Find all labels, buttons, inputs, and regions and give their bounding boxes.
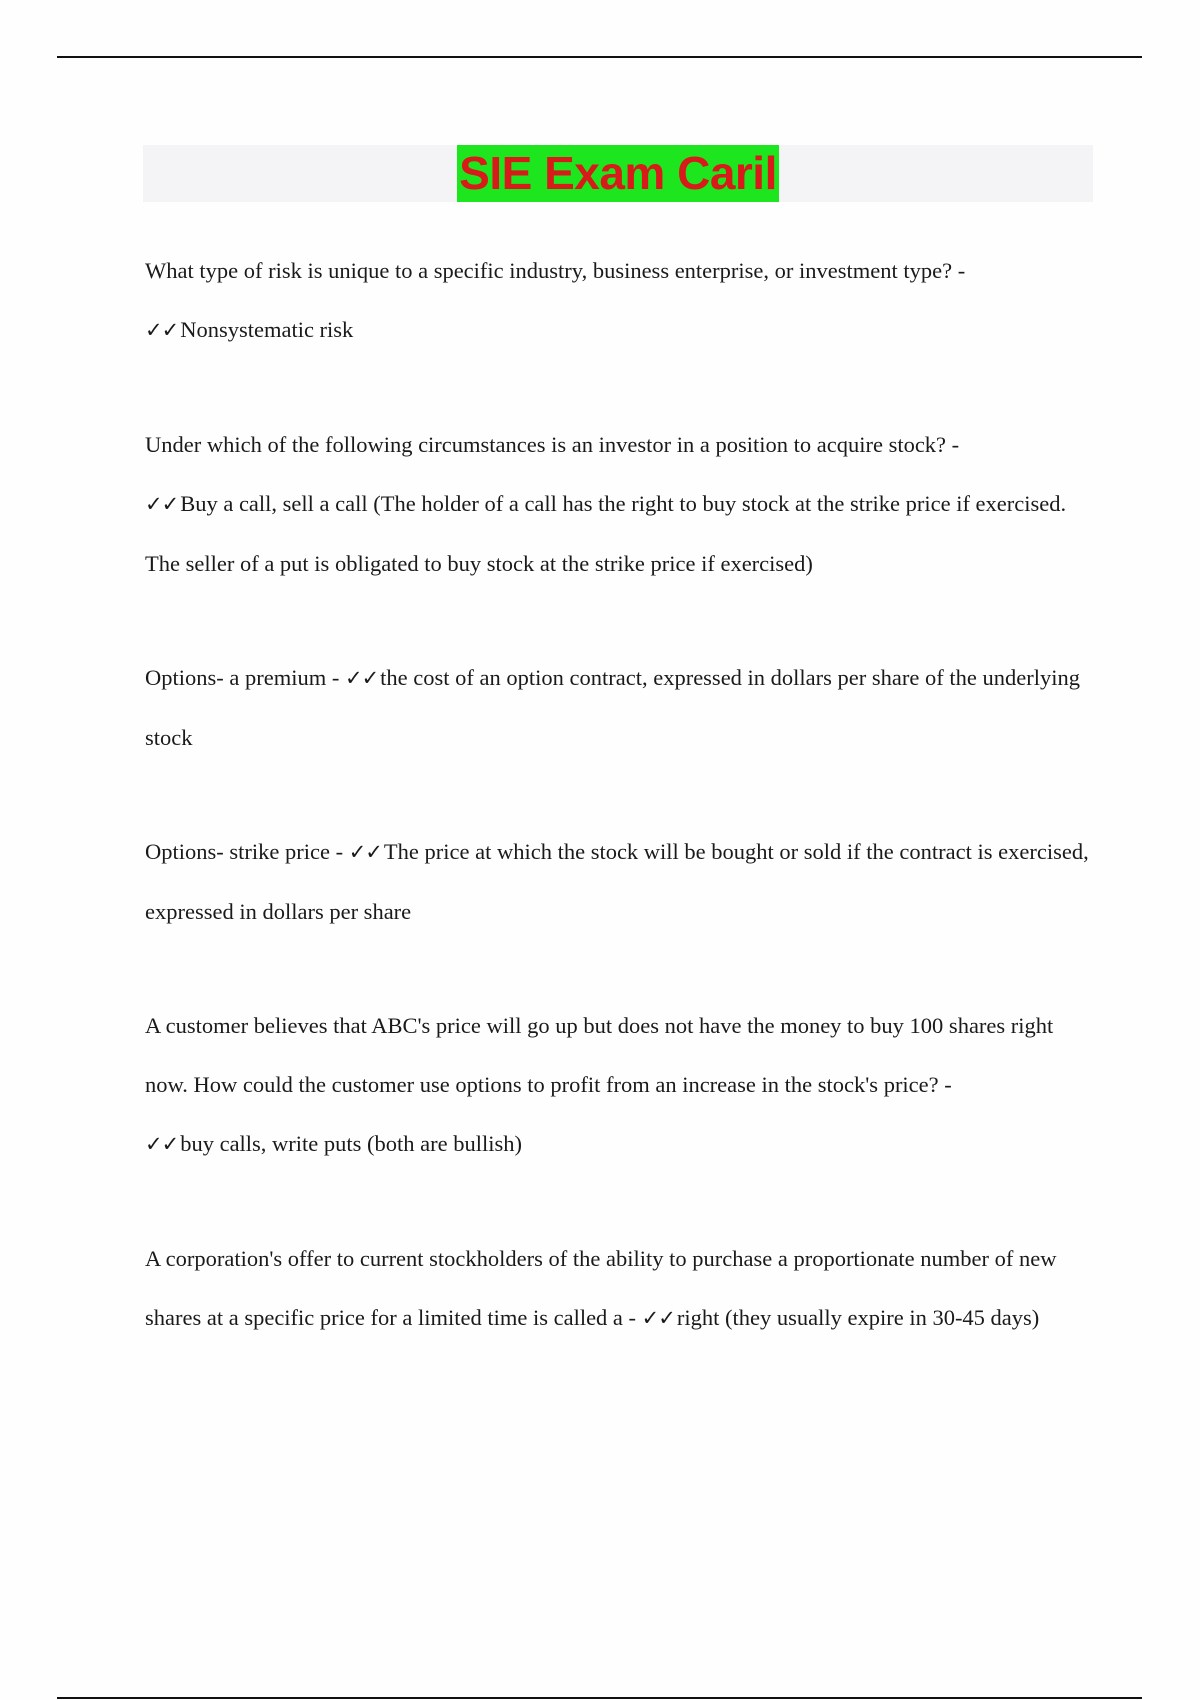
question-text: Options- strike price - (145, 839, 344, 864)
answer-text: right (they usually expire in 30-45 days) (676, 1305, 1040, 1330)
answer-text: Nonsystematic risk (180, 317, 354, 342)
question-text: A customer believes that ABC's price will go up but does not have the money to buy 100 shares right now. How could the customer use options to profit from an increase in the stock's price? - (145, 1013, 1054, 1097)
question-text: What type of risk is unique to a specific industry, business enterprise, or investment type? - (145, 258, 966, 283)
qa-item (145, 648, 1095, 767)
double-check-icon: ✓✓ (344, 666, 379, 690)
answer-text: the cost of an option contract, expressed in dollars per share of the underlying stock (145, 665, 1080, 750)
top-rule (57, 56, 1142, 58)
question-text: A corporation's offer to current stockholders of the ability to purchase a proportionate number of new shares at a specific price for a limited time is called a - (145, 1246, 1057, 1330)
double-check-icon: ✓✓ (145, 318, 179, 342)
question-text: Under which of the following circumstances is an investor in a position to acquire stock? - (145, 432, 960, 457)
question-text: Options- a premium - (145, 665, 340, 690)
double-check-icon: ✓✓ (145, 492, 179, 516)
qa-item (145, 822, 1095, 941)
double-check-icon: ✓✓ (145, 1132, 179, 1156)
qa-item (145, 1229, 1095, 1348)
qa-item (145, 996, 1095, 1174)
bottom-rule (57, 1697, 1142, 1699)
answer-text: Buy a call, sell a call (The holder of a call has the right to buy stock at the strike price if exercised. The seller of a put is obligated to buy stock at the strike price if exercised) (145, 491, 1067, 576)
title-band (143, 145, 1093, 202)
answer-text: buy calls, write puts (both are bullish) (180, 1131, 523, 1156)
answer-text: The price at which the stock will be bought or sold if the contract is exercised, expressed in dollars per share (145, 839, 1089, 924)
qa-list (145, 241, 1095, 1403)
document-title: SIE Exam Caril (457, 145, 779, 202)
qa-item (145, 415, 1095, 593)
double-check-icon: ✓✓ (641, 1306, 675, 1330)
double-check-icon: ✓✓ (348, 840, 382, 864)
qa-item (145, 241, 1095, 360)
